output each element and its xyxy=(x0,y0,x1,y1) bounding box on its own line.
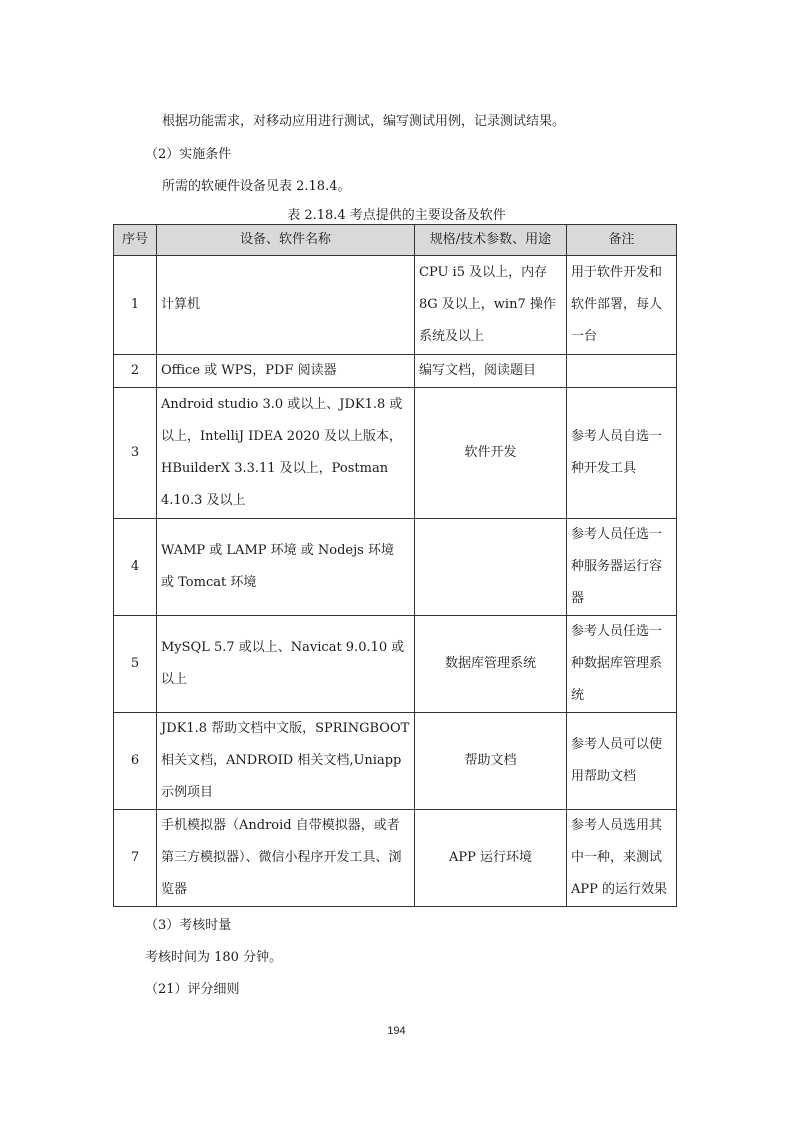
table-row xyxy=(114,810,677,907)
cell-spec: 帮助文档 xyxy=(415,713,567,810)
cell-no: 3 xyxy=(114,388,157,519)
table-row xyxy=(114,256,677,355)
cell-note xyxy=(567,355,677,388)
cell-spec: 编写文档，阅读题目 xyxy=(415,355,567,388)
table-row xyxy=(114,713,677,810)
cell-no: 6 xyxy=(114,713,157,810)
cell-spec: 数据库管理系统 xyxy=(415,616,567,713)
table-row xyxy=(114,519,677,616)
header-no: 序号 xyxy=(114,225,157,256)
section-heading-time: （3）考核时量 xyxy=(145,918,232,933)
cell-name: WAMP 或 LAMP 环境 或 Nodejs 环境 或 Tomcat 环境 xyxy=(157,519,415,616)
cell-name: JDK1.8 帮助文档中文版，SPRINGBOOT 相关文档，ANDROID 相关文档,Uniapp 示例项目 xyxy=(157,713,415,810)
paragraph-equipment-ref: 所需的软硬件设备见表 2.18.4。 xyxy=(162,179,351,194)
cell-note: 参考人员自选一种开发工具 xyxy=(567,388,677,519)
page-number: 194 xyxy=(387,1025,406,1037)
table-row xyxy=(114,616,677,713)
cell-no: 7 xyxy=(114,810,157,907)
cell-note: 参考人员选用其中一种，来测试 APP 的运行效果 xyxy=(567,810,677,907)
cell-name: Office 或 WPS，PDF 阅读器 xyxy=(157,355,415,388)
paragraph-time: 考核时间为 180 分钟。 xyxy=(145,950,283,965)
table-caption: 表 2.18.4 考点提供的主要设备及软件 xyxy=(287,208,506,223)
paragraph-task: 根据功能需求，对移动应用进行测试，编写测试用例，记录测试结果。 xyxy=(162,114,566,129)
table-row xyxy=(114,388,677,519)
cell-note: 参考人员可以使用帮助文档 xyxy=(567,713,677,810)
cell-no: 1 xyxy=(114,256,157,355)
cell-name: MySQL 5.7 或以上、Navicat 9.0.10 或以上 xyxy=(157,616,415,713)
cell-name: Android studio 3.0 或以上、JDK1.8 或以上，IntelliJ IDEA 2020 及以上版本，HBuilderX 3.3.11 及以上，Postman 4.10.3 及以上 xyxy=(157,388,415,519)
section-heading-conditions: （2）实施条件 xyxy=(145,147,232,162)
cell-no: 2 xyxy=(114,355,157,388)
cell-name: 手机模拟器（Android 自带模拟器，或者第三方模拟器）、微信小程序开发工具、浏览器 xyxy=(157,810,415,907)
header-note: 备注 xyxy=(567,225,677,256)
cell-spec xyxy=(415,519,567,616)
equipment-table xyxy=(113,224,677,907)
table-row xyxy=(114,355,677,388)
cell-note: 用于软件开发和软件部署，每人一台 xyxy=(567,256,677,355)
table-header-row xyxy=(114,225,677,256)
cell-spec: APP 运行环境 xyxy=(415,810,567,907)
header-spec: 规格/技术参数、用途 xyxy=(415,225,567,256)
header-name: 设备、软件名称 xyxy=(157,225,415,256)
cell-no: 4 xyxy=(114,519,157,616)
cell-note: 参考人员任选一种数据库管理系统 xyxy=(567,616,677,713)
cell-note: 参考人员任选一种服务器运行容器 xyxy=(567,519,677,616)
cell-spec: CPU i5 及以上，内存 8G 及以上，win7 操作系统及以上 xyxy=(415,256,567,355)
cell-no: 5 xyxy=(114,616,157,713)
cell-name: 计算机 xyxy=(157,256,415,355)
cell-spec: 软件开发 xyxy=(415,388,567,519)
section-heading-scoring: （21）评分细则 xyxy=(145,982,240,997)
